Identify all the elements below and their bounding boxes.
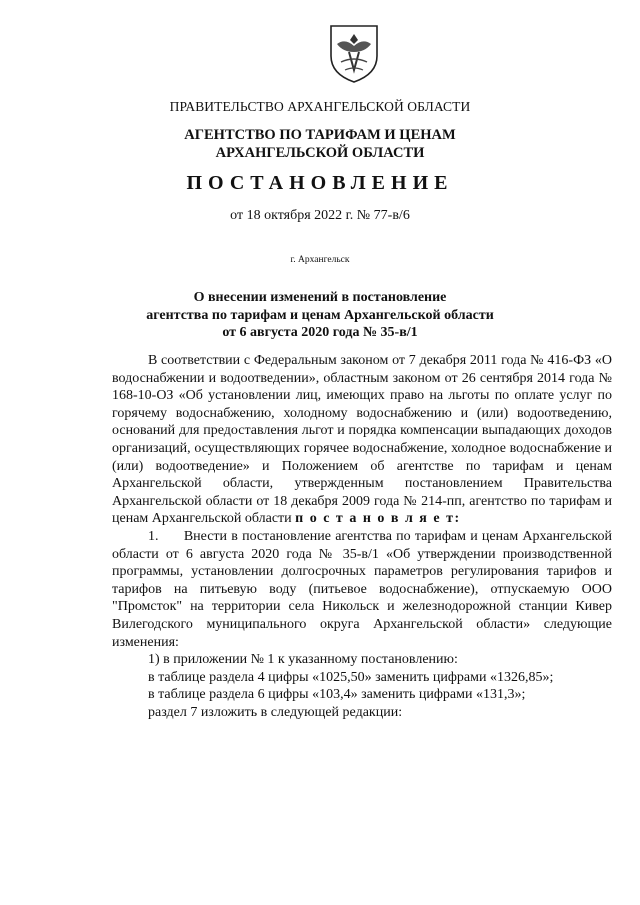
document-body bbox=[112, 352, 612, 721]
coat-of-arms-icon bbox=[327, 22, 381, 84]
item-1-paragraph: 1. Внести в постановление агентства по тарифам и ценам Архангельской области от 6 августа 2020 года № 35-в/1 «Об утверждении производственной программы, установлении долгосрочных параметров регулирования тарифов и тарифов на питьевую воду (питьевое водоснабжение), отпускаемую ООО "Промсток" на территории села Никольск и железнодорожной станции Кивер Вилегодского муниципального округа Архангельской области» следующие изменения: bbox=[112, 528, 612, 650]
subitem-section-7: раздел 7 изложить в следующей редакции: bbox=[148, 704, 403, 720]
subitem-1: 1) в приложении № 1 к указанному постановлению: bbox=[148, 652, 458, 668]
document-city: г. Архангельск bbox=[290, 255, 350, 265]
subitem-table-6: в таблице раздела 6 цифры «103,4» заменить цифрами «131,3»; bbox=[148, 687, 526, 703]
preamble-paragraph bbox=[112, 352, 612, 528]
government-name: ПРАВИТЕЛЬСТВО АРХАНГЕЛЬСКОЙ ОБЛАСТИ bbox=[169, 99, 471, 114]
subject-line3: от 6 августа 2020 года № 35-в/1 bbox=[222, 325, 418, 340]
document-subject bbox=[0, 289, 640, 342]
subitem-table-4: в таблице раздела 4 цифры «1025,50» заменить цифрами «1326,85»; bbox=[148, 669, 554, 685]
agency-name-line2: АРХАНГЕЛЬСКОЙ ОБЛАСТИ bbox=[215, 145, 425, 161]
subject-line1: О внесении изменений в постановление bbox=[193, 290, 447, 305]
preamble-text: В соответствии с Федеральным законом от 7 декабря 2011 года № 416-ФЗ «О водоснабжении и водоотведении», областным законом от 26 сентября 2014 года № 168-10-ОЗ «Об установлении лиц, имеющих право на льготы по оплате услуг по горячему водоснабжению, холодному водоснабжению и (или) водоотведению, оснований для предоставления льгот и порядка компенсации выпадающих доходов организаций, осуществляющих горячее водоснабжение, холодное водоснабжение и (или) водоотведение» и Положением об агентстве по тарифам и ценам Архангельской области, утвержденным постановлением Правительства Архангельской области от 18 декабря 2009 года № 214-пп, агентство по тарифам и ценам Архангельской области bbox=[112, 353, 612, 527]
agency-name-line1: АГЕНТСТВО ПО ТАРИФАМ И ЦЕНАМ bbox=[184, 127, 456, 143]
subject-line2: агентства по тарифам и ценам Архангельской области bbox=[146, 307, 494, 323]
agency-name bbox=[0, 126, 640, 162]
document-type: ПОСТАНОВЛЕНИЕ bbox=[186, 172, 454, 194]
decides-word: п о с т а н о в л я е т: bbox=[295, 511, 461, 527]
document-date-number: от 18 октября 2022 г. № 77-в/6 bbox=[230, 208, 410, 223]
